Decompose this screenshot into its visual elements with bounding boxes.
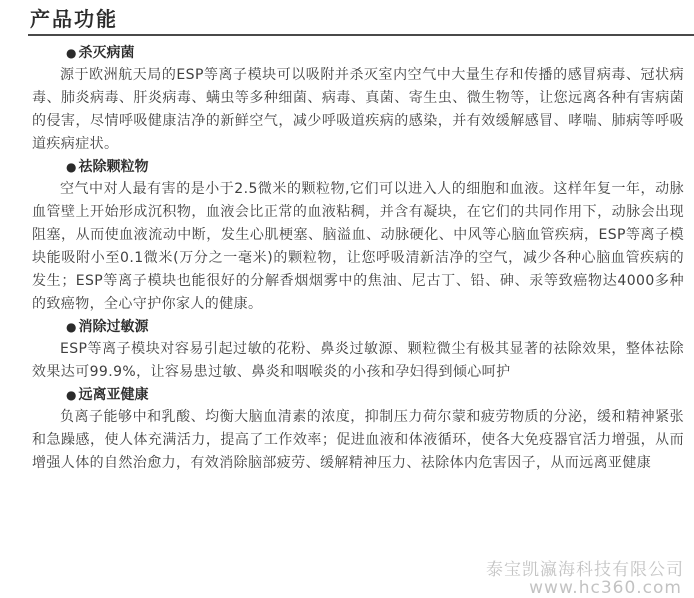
- section-heading-text: 消除过敏源: [78, 319, 149, 335]
- bullet-icon: ●: [66, 388, 77, 402]
- section-heading-text: 远离亚健康: [78, 387, 149, 403]
- page-header: [0, 0, 694, 40]
- section-heading-text: 祛除颗粒物: [78, 159, 149, 175]
- section-heading: [32, 316, 684, 338]
- bullet-icon: ●: [66, 160, 77, 174]
- header-divider: [28, 34, 694, 36]
- bullet-icon: ●: [66, 46, 77, 60]
- section-heading: [32, 42, 684, 64]
- section-heading: [32, 156, 684, 178]
- page-title: 产品功能: [30, 7, 118, 31]
- watermark-company: 泰宝凯瀛海科技有限公司: [486, 560, 684, 580]
- section-heading: [32, 384, 684, 406]
- section-eliminate-allergens: [32, 316, 684, 384]
- section-paragraph: 负离子能够中和乳酸、均衡大脑血清素的浓度，抑制压力荷尔蒙和疲劳物质的分泌，缓和精神紧张和急躁感，使人体充满活力，提高了工作效率；促进血液和体液循环，使各大免疫器官活力增强，从而增强人体的自然治愈力，有效消除脑部疲劳、缓解精神压力、祛除体内危害因子，从而远离亚健康: [32, 409, 684, 471]
- section-avoid-subhealth: [32, 384, 684, 475]
- section-paragraph: ESP等离子模块对容易引起过敏的花粉、鼻炎过敏源、颗粒微尘有极其显著的祛除效果，整体祛除效果达可99.9%，让容易患过敏、鼻炎和咽喉炎的小孩和孕妇得到倾心呵护: [32, 341, 684, 380]
- section-remove-particles: [32, 156, 684, 316]
- section-paragraph: 空气中对人最有害的是小于2.5微米的颗粒物,它们可以进入人的细胞和血液。这样年复一年，动脉血管壁上开始形成沉积物，血液会比正常的血液粘稠，并含有凝块，在它们的共同作用下，动脉会出现阻塞，从而使血液流动中断，发生心肌梗塞、脑溢血、动脉硬化、中风等心脑血管疾病，ESP等离子模块能吸附小至0.1微米(万分之一毫米)的颗粒物，让您呼吸清新洁净的空气，减少各种心脑血管疾病的发生；ESP等离子模块也能很好的分解香烟烟雾中的焦油、尼古丁、铅、砷、汞等致癌物达4000多种的致癌物，全心守护你家人的健康。: [32, 181, 684, 312]
- section-heading-text: 杀灭病菌: [78, 45, 135, 61]
- article-body: [32, 42, 684, 475]
- section-kill-germs: [32, 42, 684, 156]
- watermark-url: www.hc360.com: [529, 578, 682, 598]
- bullet-icon: ●: [66, 320, 77, 334]
- section-paragraph: 源于欧洲航天局的ESP等离子模块可以吸附并杀灭室内空气中大量生存和传播的感冒病毒、冠状病毒、肺炎病毒、肝炎病毒、螨虫等多种细菌、病毒、真菌、寄生虫、微生物等，让您远离各种有害病菌的侵害，尽情呼吸健康洁净的新鲜空气，减少呼吸道疾病的感染，并有效缓解感冒、哮喘、肺病等呼吸道疾病症状。: [32, 67, 684, 152]
